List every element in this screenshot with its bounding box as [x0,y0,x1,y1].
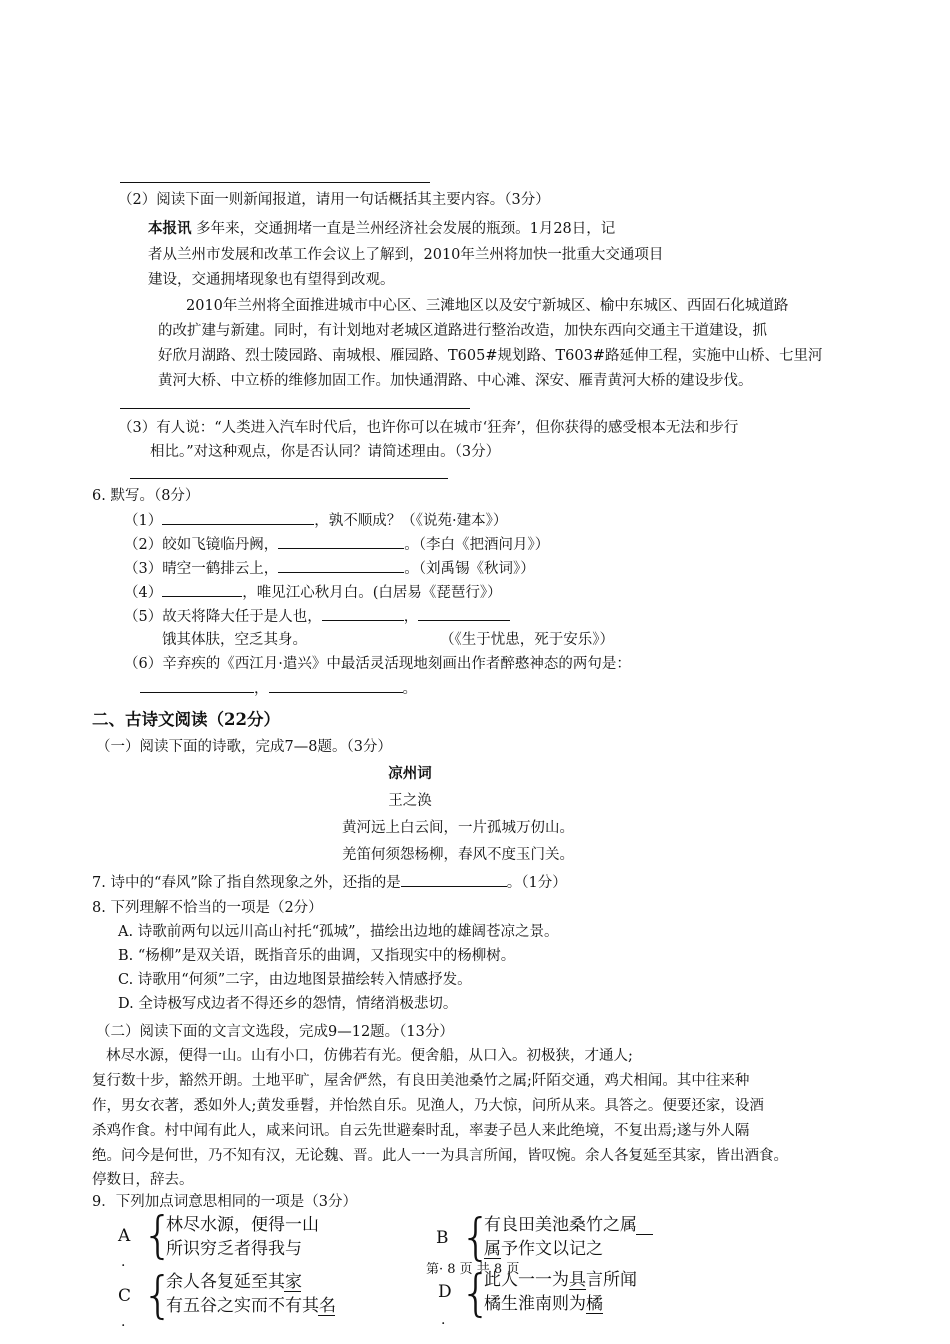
page-footer: 第· 8 页 共 8 页 [426,1262,520,1277]
answer-line [120,408,470,409]
section-title: 二、古诗文阅读（22分） [92,710,280,729]
subsection-title: （一）阅读下面的诗歌，完成7—8题。（3分） [96,739,392,755]
q8-option-b[interactable]: B. “杨柳”是双关语，既指音乐的曲调，又指现实中的杨柳树。 [118,948,516,964]
q3-text: （3）有人说：“人类进入汽车时代后，也许你可以在城市‘狂奔’，但你获得的感受根本无法和步行 [118,420,739,436]
emphasis-underline [484,1258,501,1259]
q9-option-d-line1: 此人一一为具言所闻 [484,1270,637,1290]
fill-blank[interactable] [269,678,403,693]
poem-line: 羌笛何须怨杨柳，春风不度玉门关。 [342,847,574,863]
q6-item-1: （1） ，孰不顺成？（《说苑·建本》） [124,510,507,531]
news-lead [148,219,615,239]
poem-title: 凉州词 [388,765,432,782]
q9-option-d-line2: 橘生淮南则为橘 [484,1294,603,1314]
q8-option-d[interactable]: D. 全诗极写戍边者不得还乡的怨情，情绪消极悲切。 [118,996,458,1012]
q9-option-a-line1: 林尽水源，便得一山 [166,1215,319,1235]
emphasis-underline [586,1313,603,1314]
passage-line: 林尽水源，便得一山。山有小口，仿佛若有光。便舍船，从口入。初极狭，才通人; [106,1048,633,1064]
q6-item-4: （4） ，唯见江心秋月白。(白居易《琵琶行》） [124,582,502,603]
q6-item-5-source: （《生于忧患，死于安乐》） [440,632,614,648]
fill-blank[interactable] [401,872,507,887]
fill-blank[interactable] [278,558,404,573]
q6-title: 6. 默写。（8分） [92,488,200,504]
passage-line: 复行数十步，豁然开朗。土地平旷，屋舍俨然，有良田美池桑竹之属;阡陌交通，鸡犬相闻。其中往来种 [92,1073,750,1089]
q9-option-b-line1: 有良田美池桑竹之属 [484,1215,637,1235]
passage-line: 绝。问今是何世，乃不知有汉，无论魏、晋。此人一一为具言所闻，皆叹惋。余人各复延至其家，皆出酒食。 [92,1148,788,1164]
emphasis-underline [636,1234,653,1235]
passage-line: 停数日，辞去。 [92,1172,194,1188]
emphasis-dot: · [441,1316,446,1332]
q9-option-c-line1: 余人各复延至其家 [166,1272,302,1292]
news-line: 的改扩建与新建。同时，有计划地对老城区道路进行整治改造，加快东西向交通主干道建设，抓 [158,323,767,339]
q9-option-b-label[interactable]: B [436,1228,449,1248]
fill-blank[interactable] [140,678,254,693]
news-line: 2010年兰州将全面推进城市中心区、三滩地区以及安宁新城区、榆中东城区、西固石化城道路 [186,298,789,314]
q9-option-b-line2: 属予作文以记之 [484,1239,603,1259]
emphasis-underline [284,1291,301,1292]
news-line: 好欣月湖路、烈士陵园路、南城根、雁园路、T605#规划路、T603#路延伸工程，实施中山桥、七里河 [158,348,823,364]
q6-item-6-blanks: ， 。 [140,678,417,699]
fill-blank[interactable] [162,510,314,525]
brace-icon: { [460,1264,492,1322]
emphasis-underline [318,1315,335,1316]
fill-blank[interactable] [418,606,510,621]
poem-line: 黄河远上白云间，一片孤城万仞山。 [342,820,574,836]
q6-item-5: （5）故天将降大任于是人也， ， [124,606,510,627]
brace-icon: { [142,1266,174,1324]
q7: 7. 诗中的“春风”除了指自然现象之外，还指的是 。（1分） [92,872,567,893]
q3-text: 相比。”对这种观点，你是否认同？请简述理由。（3分） [150,444,501,460]
q9-option-c-label[interactable]: C [118,1286,132,1306]
brace-icon: { [460,1208,492,1266]
answer-line [120,182,430,183]
fill-blank[interactable] [162,582,242,597]
q8-option-c[interactable]: C. 诗歌用“何须”二字，由边地图景描绘转入情感抒发。 [118,972,472,988]
q9-option-a-label[interactable]: A [118,1226,131,1246]
q6-item-5-line2: 饿其体肤，空乏其身。 [162,632,307,648]
q9-title: 9．下列加点词意思相同的一项是（3分） [92,1194,357,1210]
q2-prompt: （2）阅读下面一则新闻报道，请用一句话概括其主要内容。（3分） [118,192,550,208]
fill-blank[interactable] [322,606,404,621]
passage-line: 杀鸡作食。村中闻有此人，咸来问讯。自云先世避秦时乱，率妻子邑人来此绝境，不复出焉;遂与外人隔 [92,1123,750,1139]
q9-option-d-label[interactable]: D [438,1282,452,1302]
passage-line: 作，男女衣著，悉如外人;黄发垂髫，并怡然自乐。见渔人，乃大惊，问所从来。具答之。便要还家，设酒 [92,1098,764,1114]
q8-option-a[interactable]: A. 诗歌前两句以远川高山衬托“孤城”，描绘出边地的雄阔苍凉之景。 [118,924,559,940]
q6-item-3: （3）晴空一鹤排云上， 。（刘禹锡《秋词》） [124,558,535,579]
q8-title: 8. 下列理解不恰当的一项是（2分） [92,900,323,916]
brace-icon: { [142,1206,174,1264]
fill-blank[interactable] [278,534,404,549]
news-lead-text: 多年来，交通拥堵一直是兰州经济社会发展的瓶颈。1月28日，记 [191,221,616,237]
q6-item-2: （2）皎如飞镜临丹阙， 。（李白《把酒问月》） [124,534,549,555]
emphasis-underline [569,1289,586,1290]
news-line: 黄河大桥、中立桥的维修加固工作。加快通渭路、中心滩、深安、雁青黄河大桥的建设步伐。 [158,373,753,389]
news-line: 者从兰州市发展和改革工作会议上了解到，2010年兰州将加快一批重大交通项目 [148,247,664,263]
q9-option-a-line2: 所识穷乏者得我与 [166,1239,302,1259]
answer-line [130,478,448,479]
emphasis-dot: · [121,1318,126,1334]
q9-option-c-line2: 有五谷之实而不有其名 [166,1296,336,1316]
news-line: 建设，交通拥堵现象也有望得到改观。 [148,272,395,288]
subsection-title: （二）阅读下面的文言文选段，完成9—12题。（13分） [96,1024,454,1040]
news-lead-bold: 本报讯 [148,220,192,237]
poem-author: 王之涣 [388,793,432,809]
emphasis-dot: · [121,1258,126,1274]
q6-item-6: （6）辛弃疾的《西江月·遣兴》中最活灵活现地刻画出作者醉憨神态的两句是： [124,656,631,672]
